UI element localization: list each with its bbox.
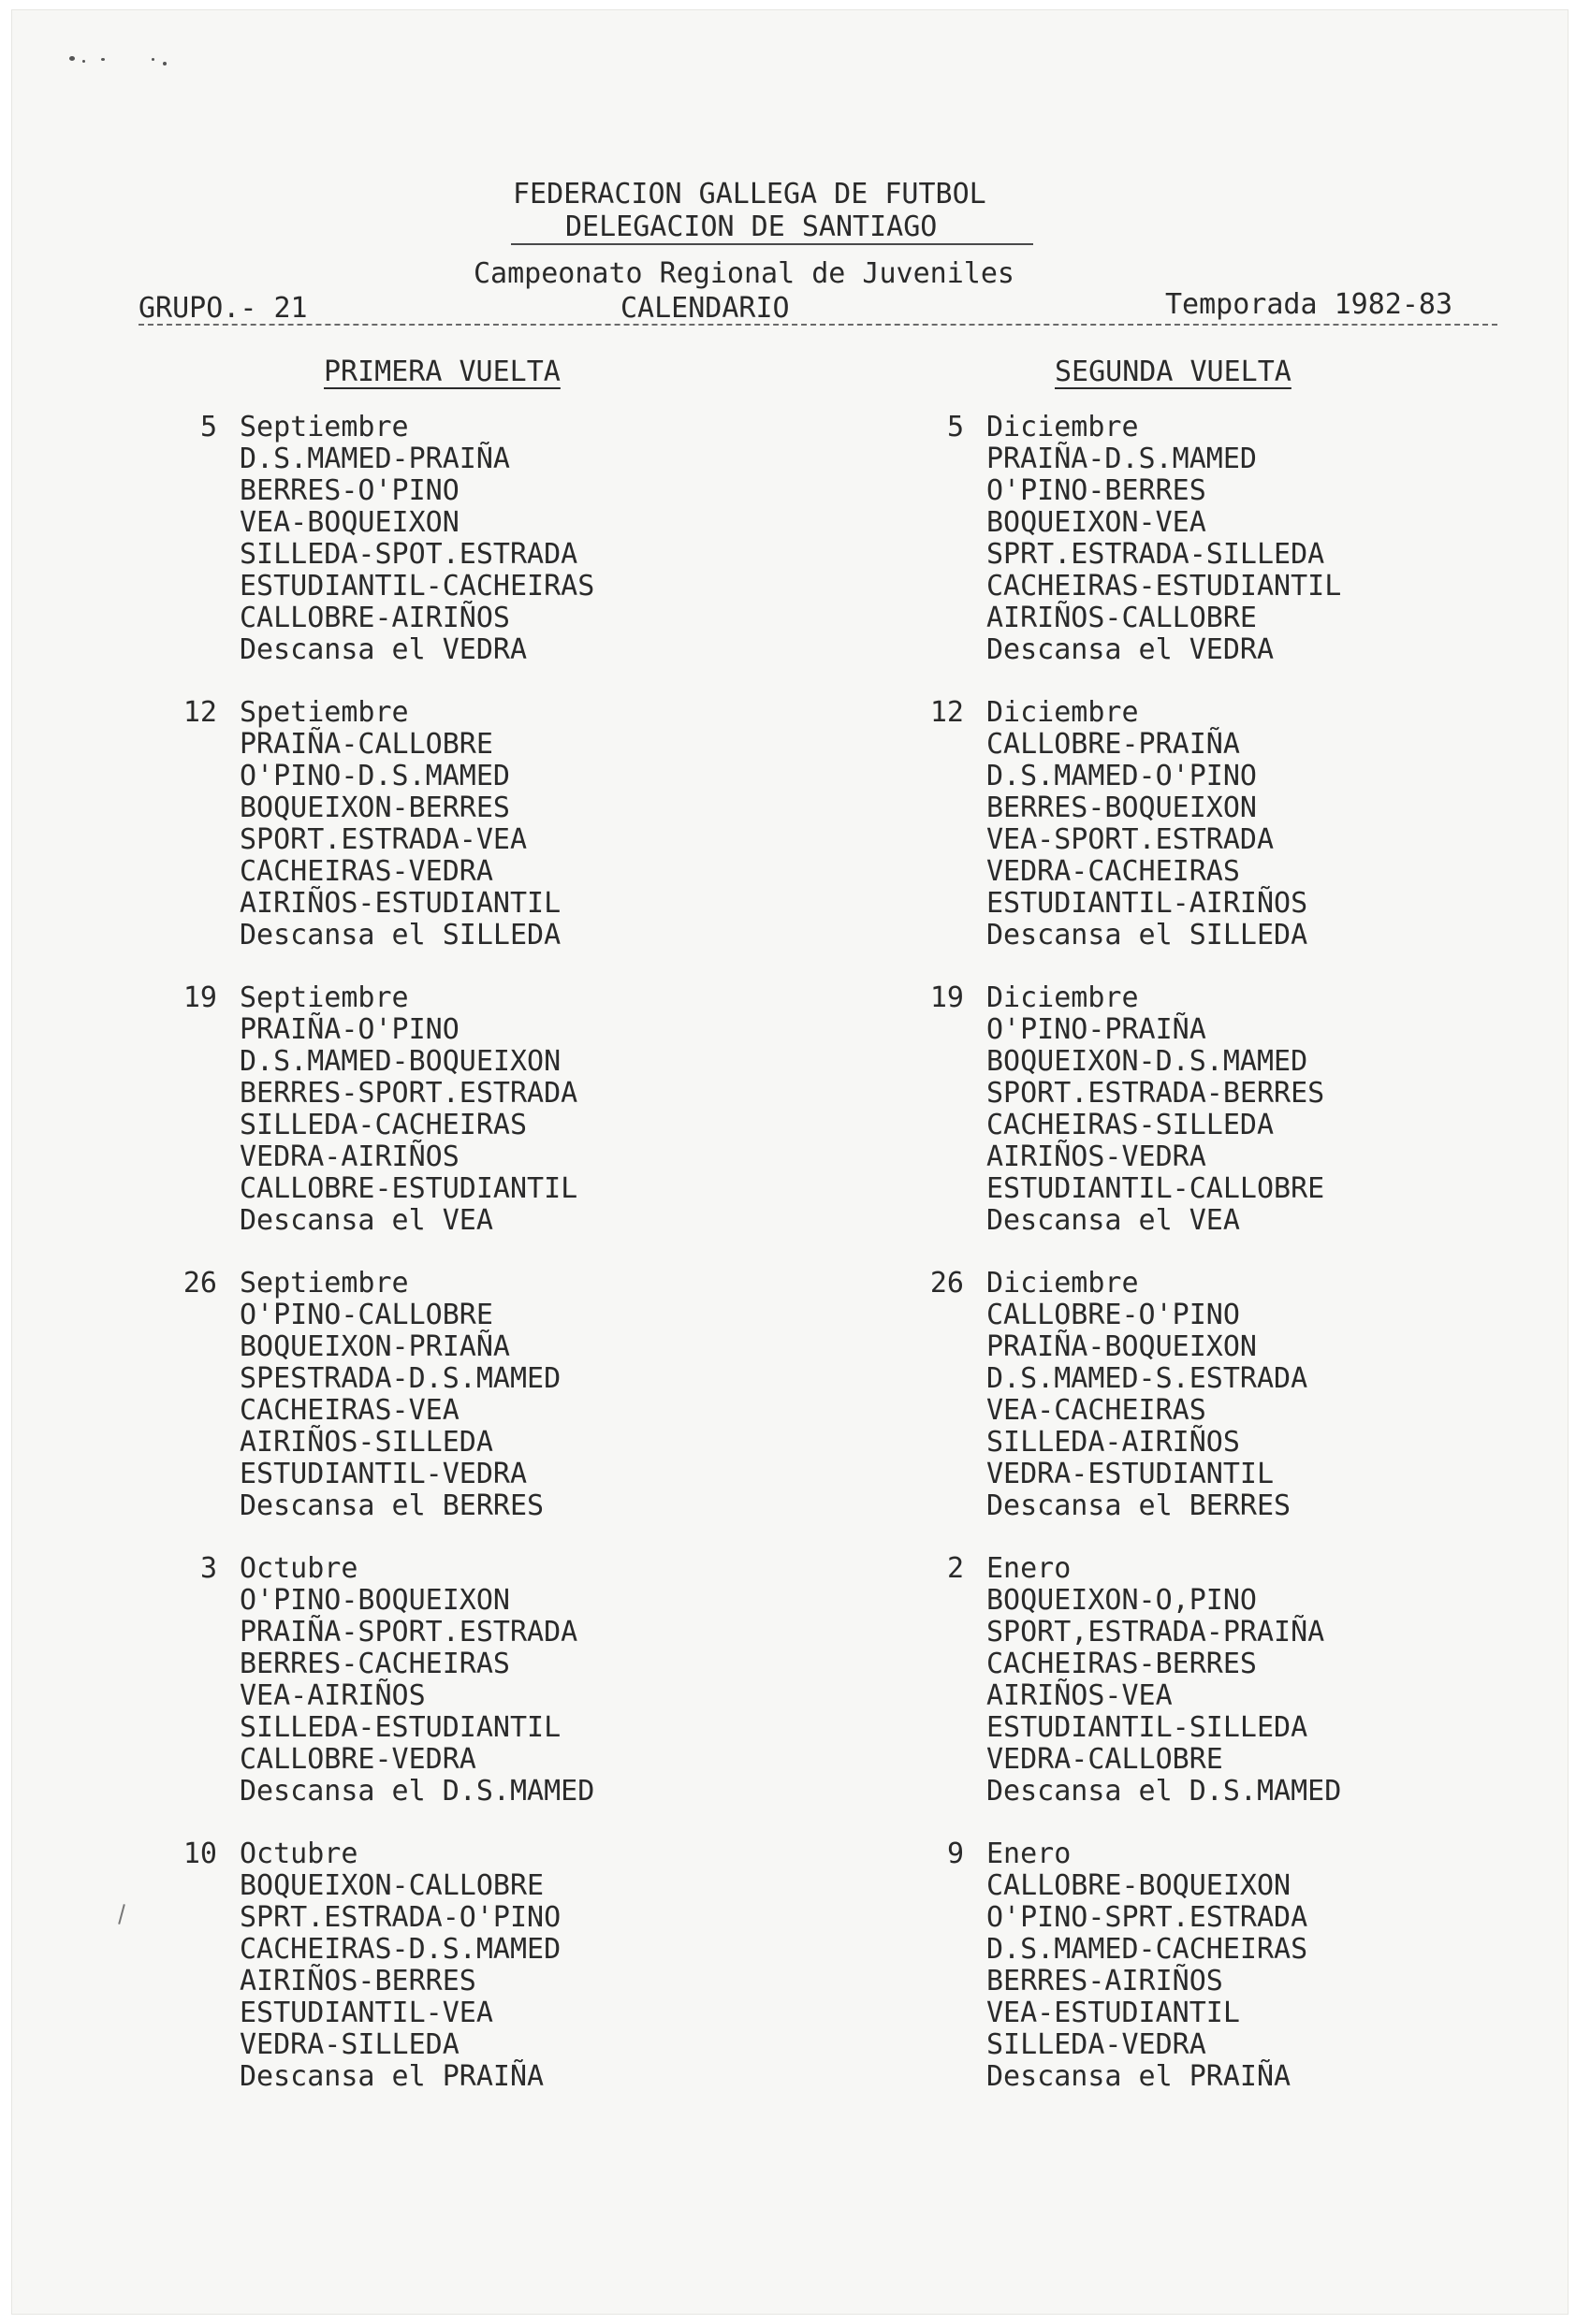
match-fixture: BERRES-BOQUEIXON <box>986 792 1257 824</box>
match-fixture: BERRES-AIRIÑOS <box>986 1965 1223 1997</box>
match-fixture: BOQUEIXON-PRIAÑA <box>240 1330 510 1363</box>
round-lines <box>986 1838 1307 2093</box>
round-day: 5 <box>946 411 964 443</box>
round-day: 19 <box>929 981 964 1014</box>
match-fixture: CACHEIRAS-ESTUDIANTIL <box>986 570 1342 603</box>
delegation-title: DELEGACION DE SANTIAGO <box>565 211 938 243</box>
rest-team: Descansa el BERRES <box>240 1489 545 1522</box>
match-fixture: BERRES-SPORT.ESTRADA <box>240 1077 578 1110</box>
match-fixture: CACHEIRAS-D.S.MAMED <box>240 1933 562 1966</box>
rest-team: Descansa el PRAIÑA <box>240 2060 545 2093</box>
round-date: Enero <box>986 1837 1072 1870</box>
match-fixture: VEDRA-CALLOBRE <box>986 1743 1223 1776</box>
match-fixture: ESTUDIANTIL-AIRIÑOS <box>986 887 1308 920</box>
match-fixture: CALLOBRE-O'PINO <box>986 1299 1240 1331</box>
match-fixture: VEDRA-CACHEIRAS <box>986 855 1240 888</box>
match-fixture: D.S.MAMED-O'PINO <box>986 760 1257 792</box>
match-fixture: VEA-AIRIÑOS <box>240 1679 426 1712</box>
match-fixture: BOQUEIXON-BERRES <box>240 792 510 824</box>
match-fixture: SILLEDA-ESTUDIANTIL <box>240 1711 562 1744</box>
championship-title: Campeonato Regional de Juveniles <box>474 257 1014 290</box>
match-fixture: AIRIÑOS-ESTUDIANTIL <box>240 887 562 920</box>
round-date: Enero <box>986 1552 1072 1585</box>
match-fixture: PRAIÑA-CALLOBRE <box>240 728 493 761</box>
match-fixture: SPRT.ESTRADA-O'PINO <box>240 1901 562 1934</box>
round-lines <box>986 697 1307 951</box>
rest-team: Descansa el SILLEDA <box>240 919 562 951</box>
ink-speck <box>101 58 105 61</box>
round-lines <box>240 412 594 666</box>
round-day: 2 <box>946 1552 964 1585</box>
match-fixture: VEDRA-ESTUDIANTIL <box>986 1458 1275 1490</box>
match-fixture: SPRT.ESTRADA-SILLEDA <box>986 538 1325 571</box>
round-date: Diciembre <box>986 696 1139 729</box>
match-fixture: CALLOBRE-BOQUEIXON <box>986 1869 1291 1902</box>
rest-team: Descansa el SILLEDA <box>986 919 1308 951</box>
round-day: 10 <box>182 1837 217 1870</box>
match-fixture: CACHEIRAS-VEA <box>240 1394 460 1427</box>
calendar-title: CALENDARIO <box>620 292 790 325</box>
ink-speck <box>163 62 167 65</box>
round-date: Septiembre <box>240 1267 409 1300</box>
federation-title: FEDERACION GALLEGA DE FUTBOL <box>513 178 986 211</box>
match-fixture: ESTUDIANTIL-VEDRA <box>240 1458 528 1490</box>
round-lines <box>986 1553 1341 1808</box>
round-day: 19 <box>182 981 217 1014</box>
round-lines <box>986 412 1341 666</box>
round-date: Septiembre <box>240 411 409 443</box>
first-leg-title: PRIMERA VUELTA <box>324 356 561 388</box>
season-label: Temporada 1982-83 <box>1165 288 1453 321</box>
match-fixture: SILLEDA-SPOT.ESTRADA <box>240 538 578 571</box>
round-day: 26 <box>182 1267 217 1300</box>
match-fixture: CALLOBRE-PRAIÑA <box>986 728 1240 761</box>
ink-speck <box>152 58 154 61</box>
match-fixture: CACHEIRAS-BERRES <box>986 1648 1257 1680</box>
match-fixture: BOQUEIXON-CALLOBRE <box>240 1869 545 1902</box>
match-fixture: O'PINO-CALLOBRE <box>240 1299 493 1331</box>
match-fixture: CACHEIRAS-SILLEDA <box>986 1109 1275 1141</box>
match-fixture: BERRES-O'PINO <box>240 474 460 507</box>
delegation-underline <box>511 243 1033 245</box>
match-fixture: VEA-BOQUEIXON <box>240 506 460 539</box>
rest-team: Descansa el D.S.MAMED <box>986 1775 1342 1808</box>
rest-team: Descansa el VEA <box>240 1204 493 1237</box>
round-day: 9 <box>946 1837 964 1870</box>
match-fixture: PRAIÑA-BOQUEIXON <box>986 1330 1257 1363</box>
round-day: 12 <box>182 696 217 729</box>
round-date: Diciembre <box>986 1267 1139 1300</box>
match-fixture: BOQUEIXON-O,PINO <box>986 1584 1257 1617</box>
match-fixture: VEA-ESTUDIANTIL <box>986 1997 1240 2029</box>
match-fixture: SILLEDA-VEDRA <box>986 2028 1206 2061</box>
match-fixture: BOQUEIXON-VEA <box>986 506 1206 539</box>
match-fixture: PRAIÑA-SPORT.ESTRADA <box>240 1616 578 1649</box>
second-leg-title: SEGUNDA VUELTA <box>1055 356 1291 388</box>
match-fixture: ESTUDIANTIL-VEA <box>240 1997 493 2029</box>
ink-speck <box>82 60 85 63</box>
match-fixture: VEA-CACHEIRAS <box>986 1394 1206 1427</box>
match-fixture: AIRIÑOS-SILLEDA <box>240 1426 493 1459</box>
match-fixture: SPESTRADA-D.S.MAMED <box>240 1362 562 1395</box>
match-fixture: D.S.MAMED-CACHEIRAS <box>986 1933 1308 1966</box>
round-date: Spetiembre <box>240 696 409 729</box>
match-fixture: CACHEIRAS-VEDRA <box>240 855 493 888</box>
round-day: 12 <box>929 696 964 729</box>
match-fixture: AIRIÑOS-VEA <box>986 1679 1173 1712</box>
match-fixture: BOQUEIXON-D.S.MAMED <box>986 1045 1308 1078</box>
match-fixture: SILLEDA-CACHEIRAS <box>240 1109 528 1141</box>
round-lines <box>240 1838 561 2093</box>
match-fixture: ESTUDIANTIL-SILLEDA <box>986 1711 1308 1744</box>
match-fixture: AIRIÑOS-VEDRA <box>986 1140 1206 1173</box>
rest-team: Descansa el BERRES <box>986 1489 1291 1522</box>
pen-mark <box>118 1904 125 1925</box>
match-fixture: ESTUDIANTIL-CALLOBRE <box>986 1172 1325 1205</box>
match-fixture: SILLEDA-AIRIÑOS <box>986 1426 1240 1459</box>
match-fixture: PRAIÑA-O'PINO <box>240 1013 460 1046</box>
rest-team: Descansa el VEA <box>986 1204 1240 1237</box>
round-lines <box>240 1268 561 1522</box>
match-fixture: AIRIÑOS-BERRES <box>240 1965 476 1997</box>
match-fixture: D.S.MAMED-PRAIÑA <box>240 443 510 475</box>
document-page <box>11 9 1569 2315</box>
header-rule <box>139 324 1497 326</box>
round-date: Octubre <box>240 1552 358 1585</box>
match-fixture: SPORT.ESTRADA-VEA <box>240 823 528 856</box>
rest-team: Descansa el PRAIÑA <box>986 2060 1291 2093</box>
round-lines <box>240 982 577 1237</box>
round-lines <box>986 1268 1307 1522</box>
round-date: Septiembre <box>240 981 409 1014</box>
match-fixture: O'PINO-BERRES <box>986 474 1206 507</box>
rest-team: Descansa el VEDRA <box>986 633 1275 666</box>
match-fixture: O'PINO-PRAIÑA <box>986 1013 1206 1046</box>
ink-speck <box>69 56 75 61</box>
rest-team: Descansa el VEDRA <box>240 633 528 666</box>
group-label: GRUPO.- 21 <box>139 292 308 325</box>
match-fixture: SPORT,ESTRADA-PRAIÑA <box>986 1616 1325 1649</box>
match-fixture: O'PINO-BOQUEIXON <box>240 1584 510 1617</box>
round-lines <box>240 697 561 951</box>
match-fixture: VEDRA-AIRIÑOS <box>240 1140 460 1173</box>
match-fixture: VEDRA-SILLEDA <box>240 2028 460 2061</box>
match-fixture: AIRIÑOS-CALLOBRE <box>986 602 1257 634</box>
match-fixture: O'PINO-D.S.MAMED <box>240 760 510 792</box>
match-fixture: SPORT.ESTRADA-BERRES <box>986 1077 1325 1110</box>
round-date: Octubre <box>240 1837 358 1870</box>
round-lines <box>240 1553 594 1808</box>
round-day: 5 <box>199 411 217 443</box>
match-fixture: CALLOBRE-VEDRA <box>240 1743 476 1776</box>
match-fixture: PRAIÑA-D.S.MAMED <box>986 443 1257 475</box>
match-fixture: BERRES-CACHEIRAS <box>240 1648 510 1680</box>
round-day: 3 <box>199 1552 217 1585</box>
round-date: Diciembre <box>986 411 1139 443</box>
match-fixture: CALLOBRE-ESTUDIANTIL <box>240 1172 578 1205</box>
round-day: 26 <box>929 1267 964 1300</box>
match-fixture: D.S.MAMED-BOQUEIXON <box>240 1045 562 1078</box>
match-fixture: VEA-SPORT.ESTRADA <box>986 823 1275 856</box>
round-date: Diciembre <box>986 981 1139 1014</box>
rest-team: Descansa el D.S.MAMED <box>240 1775 595 1808</box>
match-fixture: O'PINO-SPRT.ESTRADA <box>986 1901 1308 1934</box>
round-lines <box>986 982 1324 1237</box>
match-fixture: D.S.MAMED-S.ESTRADA <box>986 1362 1308 1395</box>
match-fixture: ESTUDIANTIL-CACHEIRAS <box>240 570 595 603</box>
match-fixture: CALLOBRE-AIRIÑOS <box>240 602 510 634</box>
